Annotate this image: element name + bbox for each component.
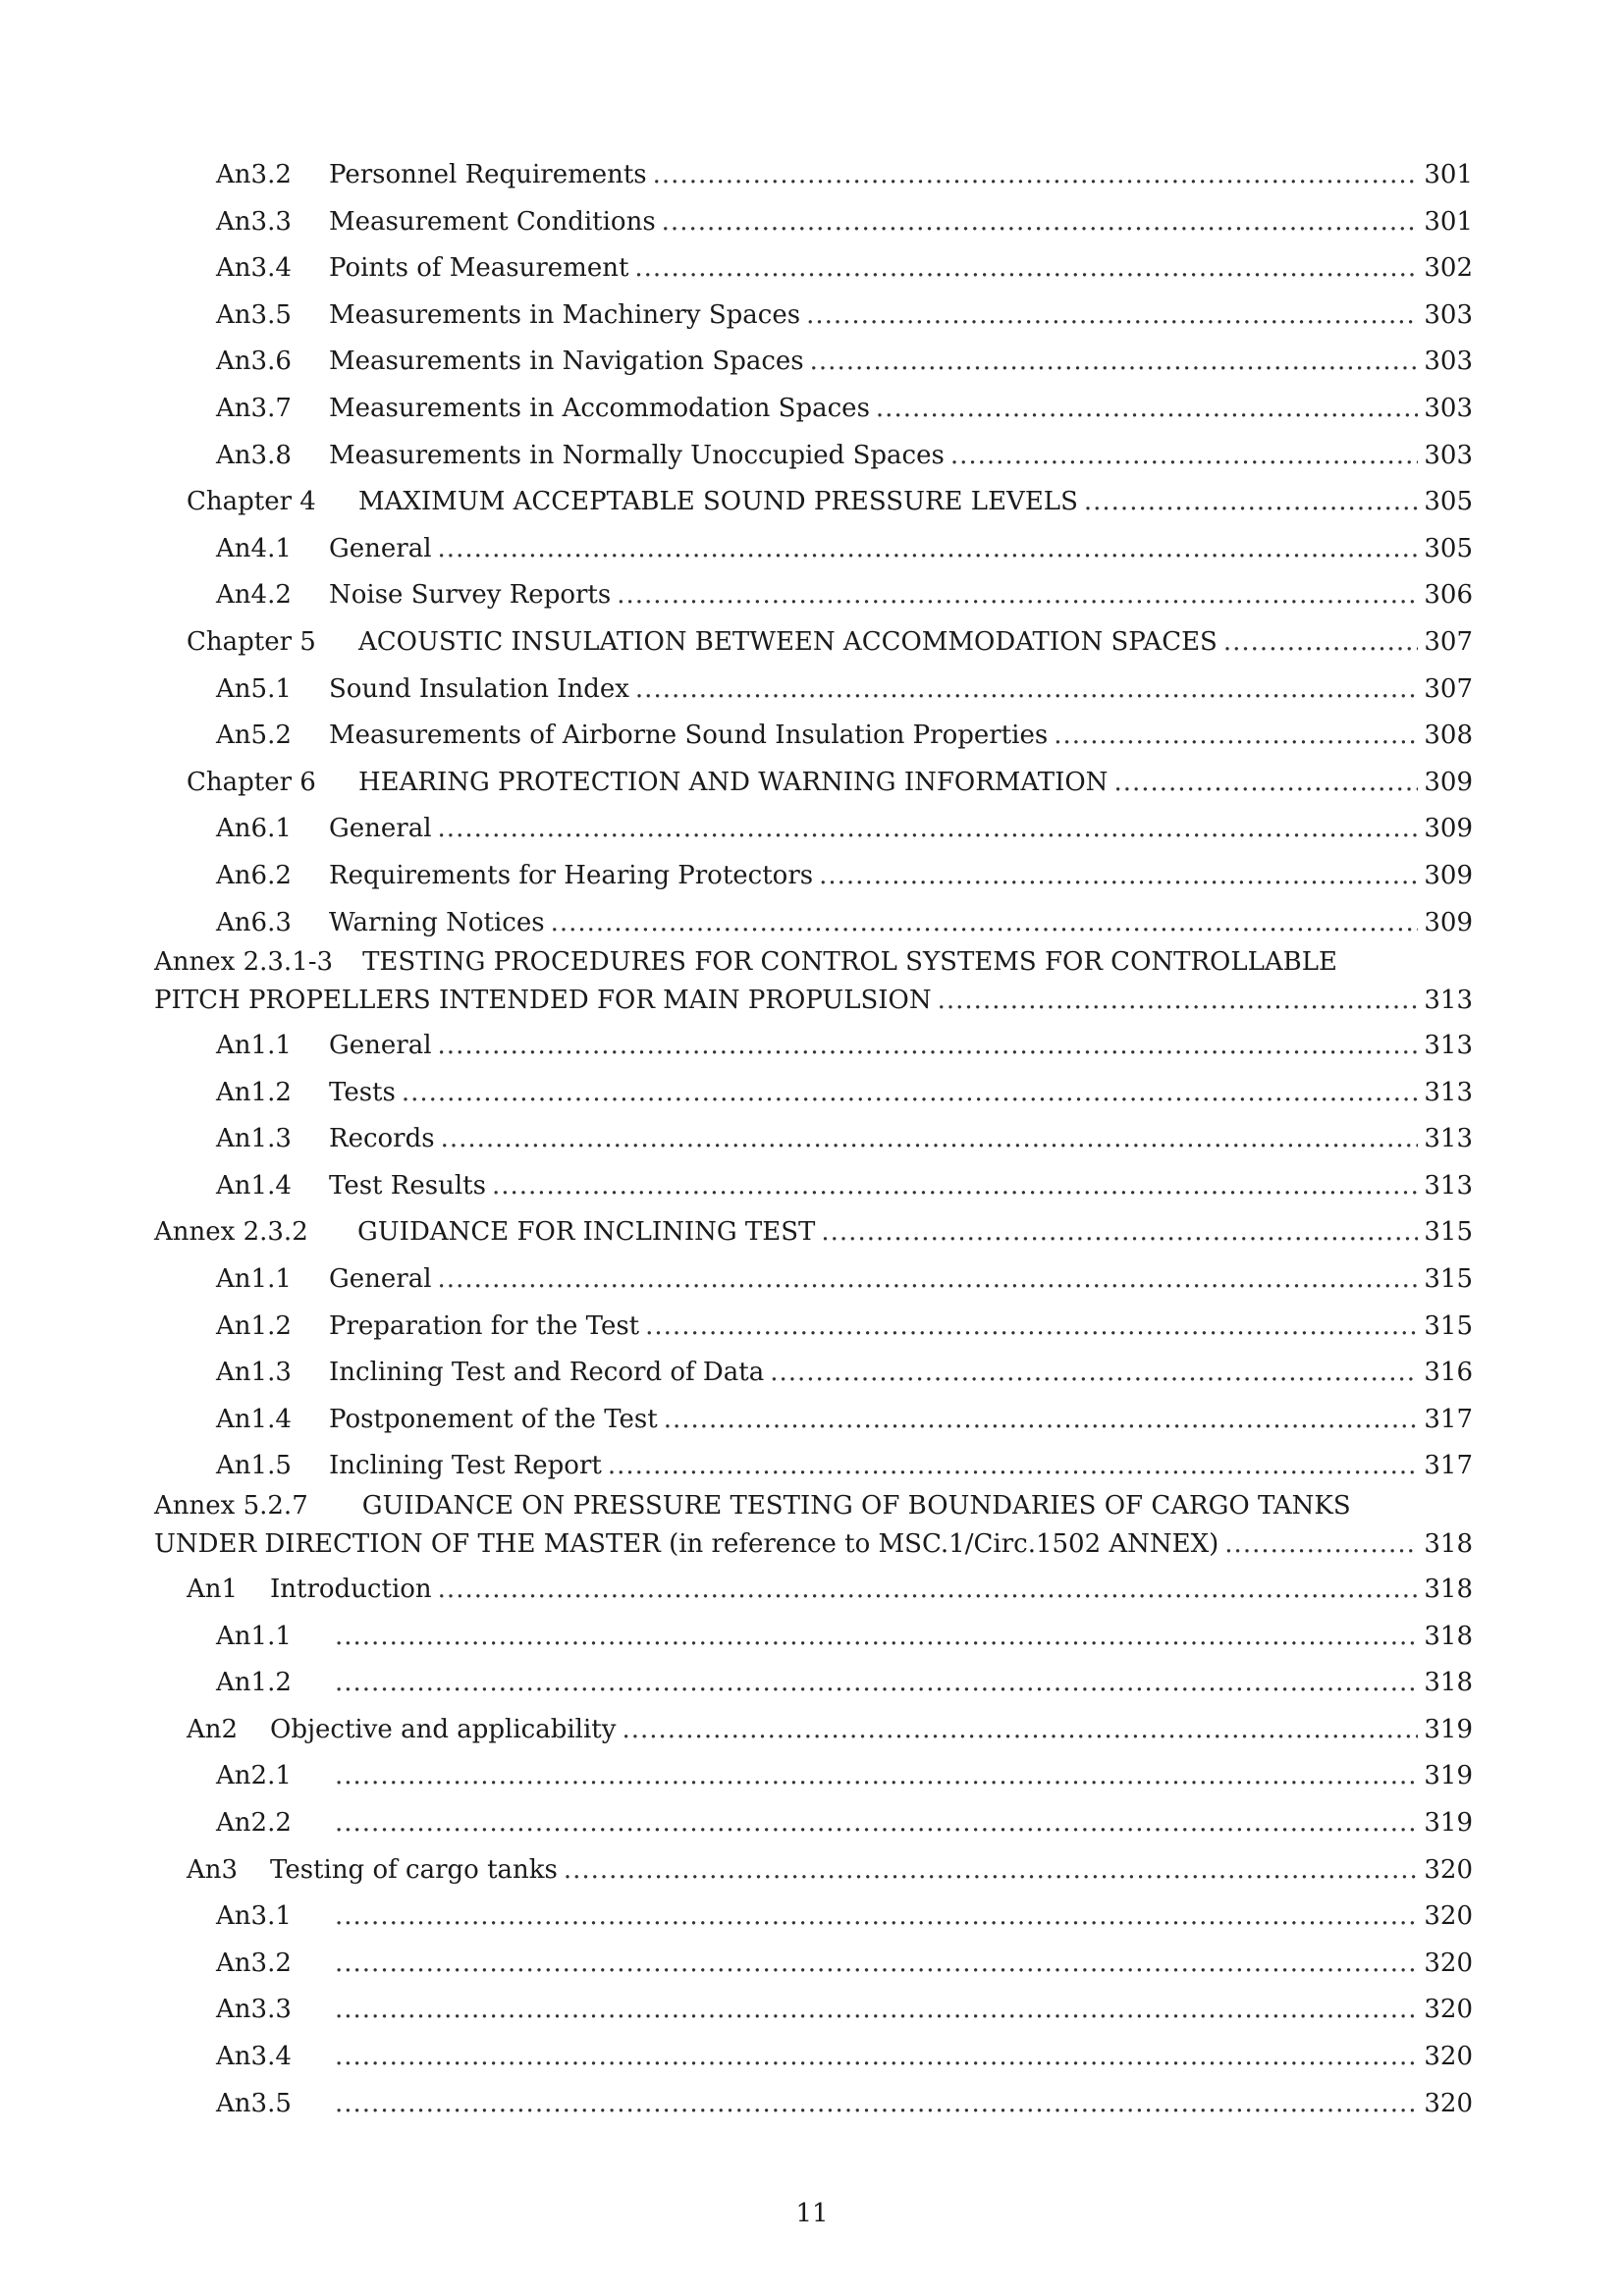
- toc-entry-line: [216, 1163, 1473, 1210]
- toc-entry-line: [187, 760, 1473, 807]
- toc-entry-section[interactable]: [0, 900, 1624, 947]
- toc-entry-page: 320: [1424, 1901, 1473, 1932]
- toc-entry-line: [216, 386, 1473, 433]
- toc-leader-dots: [335, 1941, 1418, 1988]
- toc-entry-line: [216, 1116, 1473, 1163]
- toc-entry-section[interactable]: [0, 1987, 1624, 2034]
- toc-entry-page: 309: [1424, 860, 1473, 890]
- toc-entry-page: 318: [1424, 1668, 1473, 1698]
- toc-entry-page: 307: [1424, 626, 1473, 657]
- toc-entry-line: [216, 900, 1473, 947]
- toc-entry-number: An1.3: [216, 1358, 292, 1388]
- toc-entry-page: 307: [1424, 673, 1473, 704]
- toc-entry-line: [216, 433, 1473, 480]
- toc-leader-dots: [441, 1116, 1419, 1163]
- toc-entry-page: 303: [1424, 440, 1473, 470]
- toc-entry-number: Chapter 5: [187, 626, 316, 657]
- toc-leader-dots: [335, 2081, 1418, 2128]
- toc-entry-number: An3.5: [216, 2088, 292, 2118]
- toc-entry-line: [216, 572, 1473, 619]
- toc-entry-line: [216, 1800, 1473, 1847]
- toc-entry-number: An3.3: [216, 206, 292, 237]
- toc-leader-dots: [1113, 760, 1418, 807]
- toc-entry-annex-sub[interactable]: [0, 1707, 1624, 1754]
- toc-entry-page: 309: [1424, 767, 1473, 797]
- toc-entry-number: Annex 2.3.1-3: [154, 947, 334, 978]
- toc-leader-dots: [876, 386, 1418, 433]
- toc-entry-section[interactable]: [0, 386, 1624, 433]
- toc-entry-annex[interactable]: [0, 1209, 1624, 1256]
- toc-entry-line: [216, 1397, 1473, 1444]
- toc-entry-page: 318: [1424, 1621, 1473, 1651]
- toc-leader-dots: [821, 1209, 1418, 1256]
- toc-entry-page: 319: [1424, 1761, 1473, 1791]
- toc-entry-line: [216, 1894, 1473, 1941]
- toc-entry-second-line: [0, 1522, 1624, 1567]
- toc-entry-section[interactable]: [0, 339, 1624, 386]
- toc-leader-dots: [402, 1070, 1419, 1117]
- toc-entry-page: 303: [1424, 299, 1473, 330]
- toc-entry-number: An1.3: [216, 1124, 292, 1154]
- toc-entry-number: An1.1: [216, 1264, 292, 1295]
- toc-leader-dots: [664, 1397, 1419, 1444]
- toc-entry-title: MAXIMUM ACCEPTABLE SOUND PRESSURE LEVELS: [358, 487, 1078, 517]
- toc-entry-section[interactable]: [0, 1800, 1624, 1847]
- toc-entry-number: An6.3: [216, 907, 292, 937]
- toc-leader-dots: [938, 979, 1419, 1023]
- toc-entry-line: [187, 1847, 1473, 1895]
- toc-entry-chapter[interactable]: [0, 479, 1624, 526]
- toc-entry-title: Noise Survey Reports: [329, 580, 612, 611]
- toc-entry-line: [154, 1522, 1473, 1567]
- toc-entry-line: [216, 713, 1473, 760]
- toc-leader-dots: [635, 667, 1418, 714]
- toc-entry-section[interactable]: [0, 1163, 1624, 1210]
- toc-entry-section[interactable]: [0, 1753, 1624, 1800]
- toc-leader-dots: [770, 1350, 1418, 1397]
- toc-entry-title: HEARING PROTECTION AND WARNING INFORMATION: [358, 767, 1109, 797]
- toc-entry-title: Postponement of the Test: [329, 1404, 658, 1434]
- toc-entry-number: An2.2: [216, 1808, 292, 1838]
- toc-entry-title: Objective and applicability: [270, 1714, 617, 1744]
- toc-entry-number: An3.4: [216, 2041, 292, 2071]
- toc-entry-number: An4.1: [216, 533, 292, 563]
- toc-entry-annex[interactable]: [0, 1490, 1624, 1567]
- toc-leader-dots: [335, 1660, 1418, 1707]
- toc-entry-line: [187, 619, 1473, 667]
- toc-entry-title: Test Results: [329, 1170, 486, 1201]
- toc-entry-section[interactable]: [0, 2081, 1624, 2128]
- toc-entry-title: Requirements for Hearing Protectors: [329, 860, 814, 890]
- toc-entry-number: An1: [187, 1575, 239, 1605]
- toc-entry-page: 305: [1424, 487, 1473, 517]
- toc-entry-section[interactable]: [0, 1304, 1624, 1351]
- toc-entry-page: 318: [1424, 1575, 1473, 1605]
- toc-entry-line: [187, 1567, 1473, 1614]
- toc-leader-dots: [810, 339, 1419, 386]
- toc-leader-dots: [335, 1987, 1418, 2034]
- toc-entry-page: 320: [1424, 1854, 1473, 1885]
- toc-leader-dots: [438, 1023, 1419, 1070]
- toc-entry-second-line: [0, 979, 1624, 1023]
- toc-entry-section[interactable]: [0, 293, 1624, 340]
- toc-entry-number: Annex 2.3.2: [154, 1217, 308, 1248]
- toc-entry-number: An1.1: [216, 1031, 292, 1061]
- toc-leader-dots: [617, 572, 1418, 619]
- toc-entry-page: 320: [1424, 1995, 1473, 2025]
- toc-entry-number: An3.3: [216, 1995, 292, 2025]
- toc-leader-dots: [335, 2034, 1418, 2081]
- toc-entry-section[interactable]: [0, 152, 1624, 199]
- toc-entry-line: [216, 1660, 1473, 1707]
- toc-entry-page: 318: [1424, 1529, 1473, 1560]
- table-of-contents: [0, 152, 1624, 2127]
- toc-entry-page: 315: [1424, 1264, 1473, 1295]
- toc-entry-page: 320: [1424, 2041, 1473, 2071]
- toc-entry-page: 309: [1424, 814, 1473, 844]
- toc-entry-page: 319: [1424, 1808, 1473, 1838]
- toc-leader-dots: [335, 1800, 1418, 1847]
- toc-entry-section[interactable]: [0, 1023, 1624, 1070]
- toc-entry-line: [216, 1350, 1473, 1397]
- toc-entry-line: [216, 1023, 1473, 1070]
- toc-entry-section[interactable]: [0, 1397, 1624, 1444]
- toc-leader-dots: [622, 1707, 1418, 1754]
- toc-entry-section[interactable]: [0, 572, 1624, 619]
- toc-entry-section[interactable]: [0, 853, 1624, 900]
- toc-leader-dots: [653, 152, 1419, 199]
- toc-entry-title: GUIDANCE ON PRESSURE TESTING OF BOUNDARIES OF CARGO TANKS: [361, 1491, 1351, 1522]
- toc-entry-number: An3.8: [216, 440, 292, 470]
- toc-leader-dots: [1054, 713, 1418, 760]
- toc-entry-line: [187, 479, 1473, 526]
- toc-entry-section[interactable]: [0, 713, 1624, 760]
- toc-entry-number: An1.2: [216, 1077, 292, 1107]
- toc-entry-title: Introduction: [270, 1575, 432, 1605]
- toc-entry-title: Measurement Conditions: [329, 206, 656, 237]
- toc-entry-page: 309: [1424, 907, 1473, 937]
- toc-entry-title: Sound Insulation Index: [329, 673, 629, 704]
- toc-entry-line: [216, 1941, 1473, 1988]
- toc-entry-first-line: [0, 946, 1624, 979]
- toc-entry-line: [154, 979, 1473, 1023]
- toc-entry-page: 313: [1424, 986, 1473, 1016]
- toc-leader-dots: [438, 1567, 1419, 1614]
- toc-entry-page: 313: [1424, 1031, 1473, 1061]
- toc-leader-dots: [634, 245, 1418, 293]
- toc-entry-line: [216, 526, 1473, 573]
- toc-entry-title: GUIDANCE FOR INCLINING TEST: [357, 1217, 816, 1248]
- toc-entry-number: An3.6: [216, 347, 292, 377]
- toc-entry-page: 316: [1424, 1358, 1473, 1388]
- toc-entry-page: 313: [1424, 1170, 1473, 1201]
- toc-entry-page: 308: [1424, 721, 1473, 751]
- toc-entry-line: [216, 2034, 1473, 2081]
- toc-entry-line: [216, 1753, 1473, 1800]
- toc-leader-dots: [819, 853, 1418, 900]
- toc-leader-dots: [1223, 619, 1418, 667]
- toc-entry-number: An1.2: [216, 1668, 292, 1698]
- toc-entry-title: Measurements in Accommodation Spaces: [329, 393, 870, 423]
- toc-leader-dots: [438, 1256, 1419, 1304]
- toc-entry-title-continued: UNDER DIRECTION OF THE MASTER (in reference to MSC.1/Circ.1502 ANNEX): [154, 1529, 1219, 1560]
- toc-entry-title: Warning Notices: [329, 907, 545, 937]
- toc-entry-section[interactable]: [0, 245, 1624, 293]
- toc-entry-number: An3.1: [216, 1901, 292, 1932]
- toc-entry-page: 315: [1424, 1217, 1473, 1248]
- toc-entry-page: 317: [1424, 1404, 1473, 1434]
- toc-entry-annex-sub[interactable]: [0, 1567, 1624, 1614]
- toc-entry-page: 303: [1424, 393, 1473, 423]
- toc-entry-line: [216, 667, 1473, 714]
- toc-entry-chapter[interactable]: [0, 760, 1624, 807]
- toc-entry-page: 302: [1424, 253, 1473, 284]
- toc-entry-title: Testing of cargo tanks: [270, 1854, 558, 1885]
- toc-entry-page: 320: [1424, 1948, 1473, 1978]
- toc-entry-number: An2: [187, 1714, 239, 1744]
- toc-entry-number: An6.2: [216, 860, 292, 890]
- toc-entry-line: [187, 1707, 1473, 1754]
- toc-entry-title: Records: [329, 1124, 435, 1154]
- toc-entry-title: General: [329, 814, 432, 844]
- toc-entry-page: 320: [1424, 2088, 1473, 2118]
- toc-entry-line: [216, 1987, 1473, 2034]
- toc-entry-title: Tests: [329, 1077, 396, 1107]
- toc-entry-title: TESTING PROCEDURES FOR CONTROL SYSTEMS FOR CONTROLLABLE: [362, 947, 1338, 978]
- toc-entry-section[interactable]: [0, 1116, 1624, 1163]
- toc-entry-line: [154, 1209, 1473, 1256]
- toc-entry-line: [216, 293, 1473, 340]
- page-number: 11: [795, 2199, 829, 2228]
- toc-entry-line: [216, 806, 1473, 853]
- toc-leader-dots: [335, 1753, 1418, 1800]
- toc-leader-dots: [806, 293, 1418, 340]
- toc-entry-number: An3.5: [216, 299, 292, 330]
- toc-entry-page: 306: [1424, 580, 1473, 611]
- toc-entry-page: 319: [1424, 1714, 1473, 1744]
- toc-entry-page: 317: [1424, 1451, 1473, 1481]
- toc-entry-section[interactable]: [0, 1443, 1624, 1490]
- toc-entry-number: An1.5: [216, 1451, 292, 1481]
- toc-entry-title: Measurements in Machinery Spaces: [329, 299, 801, 330]
- toc-entry-title-continued: PITCH PROPELLERS INTENDED FOR MAIN PROPULSION: [154, 986, 932, 1016]
- toc-leader-dots: [1224, 1522, 1418, 1567]
- toc-entry-title: Points of Measurement: [329, 253, 629, 284]
- toc-entry-number: An5.2: [216, 721, 292, 751]
- toc-leader-dots: [564, 1847, 1419, 1895]
- toc-entry-number: An1.4: [216, 1404, 292, 1434]
- toc-entry-title: Measurements in Navigation Spaces: [329, 347, 804, 377]
- toc-entry-annex[interactable]: [0, 946, 1624, 1023]
- toc-entry-page: 313: [1424, 1124, 1473, 1154]
- toc-entry-page: 303: [1424, 347, 1473, 377]
- toc-entry-section[interactable]: [0, 1614, 1624, 1661]
- toc-entry-section[interactable]: [0, 1256, 1624, 1304]
- toc-entry-number: An1.2: [216, 1310, 292, 1341]
- toc-leader-dots: [492, 1163, 1418, 1210]
- toc-entry-title: Inclining Test and Record of Data: [329, 1358, 765, 1388]
- toc-entry-section[interactable]: [0, 1350, 1624, 1397]
- toc-entry-line: [216, 1304, 1473, 1351]
- toc-entry-line: [216, 152, 1473, 199]
- toc-entry-number: An4.2: [216, 580, 292, 611]
- toc-entry-line: [216, 339, 1473, 386]
- toc-entry-section[interactable]: [0, 526, 1624, 573]
- toc-entry-title: Measurements in Normally Unoccupied Spaces: [329, 440, 945, 470]
- toc-entry-number: An1.1: [216, 1621, 292, 1651]
- toc-entry-number: An3.4: [216, 253, 292, 284]
- toc-entry-page: 301: [1424, 160, 1473, 189]
- toc-entry-page: 313: [1424, 1077, 1473, 1107]
- toc-entry-title: Inclining Test Report: [329, 1451, 602, 1481]
- toc-entry-title: Preparation for the Test: [329, 1310, 640, 1341]
- toc-leader-dots: [438, 806, 1419, 853]
- toc-entry-number: Annex 5.2.7: [154, 1491, 308, 1522]
- toc-entry-title: General: [329, 533, 432, 563]
- toc-entry-number: An3.7: [216, 393, 292, 423]
- toc-entry-section[interactable]: [0, 199, 1624, 246]
- toc-entry-number: An3.2: [216, 1948, 292, 1978]
- toc-entry-section[interactable]: [0, 806, 1624, 853]
- toc-entry-number: An3.2: [216, 160, 292, 189]
- toc-leader-dots: [608, 1443, 1419, 1490]
- toc-entry-annex-sub[interactable]: [0, 1847, 1624, 1895]
- toc-leader-dots: [662, 199, 1419, 246]
- toc-entry-line: [216, 245, 1473, 293]
- toc-entry-section[interactable]: [0, 1660, 1624, 1707]
- toc-leader-dots: [1084, 479, 1418, 526]
- toc-entry-section[interactable]: [0, 1894, 1624, 1941]
- toc-entry-line: [216, 1443, 1473, 1490]
- toc-entry-number: An6.1: [216, 814, 292, 844]
- toc-leader-dots: [645, 1304, 1418, 1351]
- toc-entry-page: 315: [1424, 1310, 1473, 1341]
- toc-entry-title: General: [329, 1031, 432, 1061]
- toc-entry-line: [216, 1256, 1473, 1304]
- toc-entry-number: Chapter 4: [187, 487, 316, 517]
- toc-entry-title: General: [329, 1264, 432, 1295]
- toc-leader-dots: [438, 526, 1419, 573]
- toc-entry-section[interactable]: [0, 433, 1624, 480]
- toc-leader-dots: [335, 1894, 1418, 1941]
- toc-entry-line: [216, 2081, 1473, 2128]
- toc-entry-section[interactable]: [0, 1941, 1624, 1988]
- toc-leader-dots: [950, 433, 1419, 480]
- toc-entry-title: ACOUSTIC INSULATION BETWEEN ACCOMMODATION SPACES: [358, 626, 1218, 657]
- toc-entry-line: [216, 199, 1473, 246]
- toc-entry-number: Chapter 6: [187, 767, 316, 797]
- toc-entry-number: An1.4: [216, 1170, 292, 1201]
- toc-entry-section[interactable]: [0, 667, 1624, 714]
- toc-entry-title: Personnel Requirements: [329, 160, 647, 189]
- toc-entry-line: [216, 853, 1473, 900]
- toc-entry-section[interactable]: [0, 1070, 1624, 1117]
- toc-leader-dots: [551, 900, 1419, 947]
- toc-leader-dots: [335, 1614, 1418, 1661]
- toc-entry-title: Measurements of Airborne Sound Insulation Properties: [329, 721, 1049, 751]
- toc-entry-number: An5.1: [216, 673, 292, 704]
- toc-entry-number: An2.1: [216, 1761, 292, 1791]
- toc-entry-page: 301: [1424, 206, 1473, 237]
- toc-entry-page: 305: [1424, 533, 1473, 563]
- toc-entry-first-line: [0, 1490, 1624, 1522]
- toc-entry-line: [216, 1614, 1473, 1661]
- toc-entry-section[interactable]: [0, 2034, 1624, 2081]
- toc-entry-chapter[interactable]: [0, 619, 1624, 667]
- toc-entry-line: [216, 1070, 1473, 1117]
- toc-entry-number: An3: [187, 1854, 239, 1885]
